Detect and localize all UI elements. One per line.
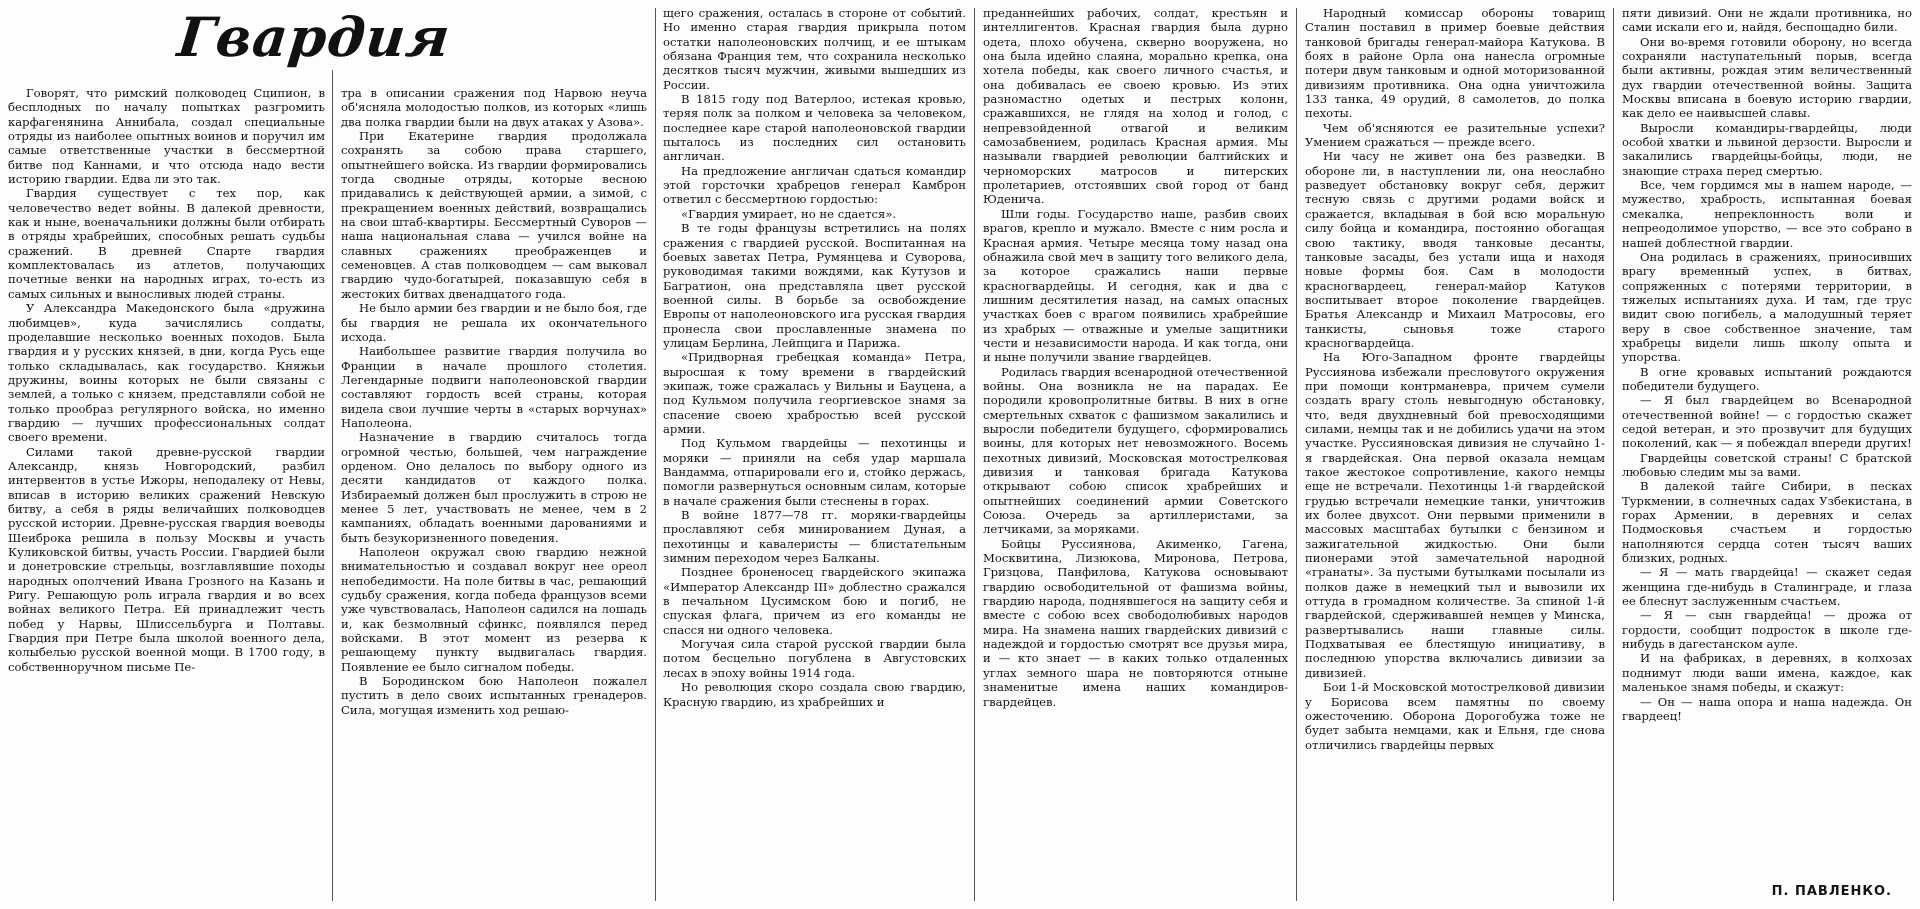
article-column-4	[983, 6, 1288, 903]
article-paragraph: Все, чем гордимся мы в нашем народе, — мужество, храбрость, испытанная боевая смекалка, непреклонность воли и непреодолимое упорство, — все это собрано в нашей доблестной гвардии.	[1622, 178, 1912, 250]
article-paragraph: Позднее броненосец гвардейского экипажа «Император Александр III» доблестно сражался в печальном Цусимском бою и погиб, не спуская флага, причем из его команды не спасся ни одного человека.	[663, 565, 966, 637]
article-paragraph: — Я — сын гвардейца! — дрожа от гордости, сообщит подросток в школе где-нибудь в дагестанском ауле.	[1622, 608, 1912, 652]
article-paragraph: Она родилась в сражениях, приносивших врагу временный успех, в битвах, сопряженных с потерями территории, в тяжелых испытаниях духа. И там, где трус видит свою погибель, а малодушный теряет веру в свое собственное значение, там храбрецы видели лишь школу опыта и упорства.	[1622, 249, 1912, 365]
article-paragraph: Могучая сила старой русской гвардии была потом бесцельно погублена в Августовских лесах в эпоху войны 1914 года.	[663, 637, 966, 680]
column-divider	[1296, 8, 1297, 901]
article-paragraph: Гвардейцы советской страны! С братской любовью следим мы за вами.	[1622, 450, 1912, 479]
column-divider	[974, 8, 975, 901]
article-paragraph: Они во-время готовили оборону, но всегда сохраняли наступательный порыв, всегда были активны, рождая этим величественный дух гвардии отечественной войны. Защита Москвы вписана в боевую историю гвардии, как дело ее наивысшей славы.	[1622, 34, 1912, 121]
article-paragraph: В огне кровавых испытаний рождаются победители будущего.	[1622, 364, 1912, 393]
article-column-1	[8, 86, 325, 903]
article-column-2	[341, 86, 647, 903]
article-paragraph: В 1815 году под Ватерлоо, истекая кровью, теряя полк за полком и человека за человеком, последнее каре старой наполеоновской гвардии пыталось из последних сил остановить англичан.	[663, 92, 966, 164]
article-paragraph: В далекой тайге Сибири, в песках Туркмении, в солнечных садах Узбекистана, в горах Армении, в деревнях и селах Подмосковья счастьем и гордостью наполняются сердца сотен тысяч ваших близких, родных.	[1622, 479, 1912, 566]
article-paragraph: Не было армии без гвардии и не было боя, где бы гвардия не решала их окончательного исхода.	[341, 301, 647, 344]
article-paragraph: Бойцы Руссиянова, Акименко, Гагена, Москвитина, Лизюкова, Миронова, Петрова, Гризцова, Панфилова, Катукова основывают гвардию освободительной от фашизма войны, гвардию народа, поднявшегося на защиту себя и вместе с собою всех свободолюбивых народов мира. На знамена наших гвардейских дивизий с надеждой и гордостью смотрят все друзья мира, и — кто знает — в каких только отдаленных углах земного шара не повторяются отныне знаменитые имена наших командиров-гвардейцев.	[983, 536, 1288, 709]
article-column-3	[663, 6, 966, 903]
article-paragraph: преданнейших рабочих, солдат, крестьян и интеллигентов. Красная гвардия была дурно одета, плохо обучена, скверно вооружена, но она была идейно слаяна, морально крепка, она хотела победы, как своего личного счастья, и она добивалась ее своею кровью. Из этих разномастно одетых и пестрых колонн, сражавшихся, не глядя на холод и голод, с непревзойденной отвагой и великим самозабвением, родилась Красная армия. Мы называли гвардией революции балтийских и черноморских матросов и питерских пролетариев, отстоявших свой город от банд Юденича.	[983, 6, 1288, 207]
article-paragraph: В войне 1877—78 гг. моряки-гвардейцы прославляют себя минированием Дуная, а пехотинцы и кавалеристы — блистательным зимним переходом через Балканы.	[663, 508, 966, 566]
article-paragraph: Наполеон окружал свою гвардию нежной внимательностью и создавал вокруг нее ореол непобедимости. На поле битвы в час, решающий судьбу сражения, когда победа французов всеми уже чувствовалась, Наполеон садился на лошадь и, как безмолвный сфинкс, появлялся перед войсками. В этот момент из резерва к решающему пункту выдвигалась гвардия. Появление ее было сигналом победы.	[341, 545, 647, 674]
article-paragraph: Под Кульмом гвардейцы — пехотинцы и моряки — приняли на себя удар маршала Вандамма, отпарировали его и, стойко держась, помогли развернуться основным силам, которые в начале сражения были стеснены в горах.	[663, 436, 966, 508]
article-paragraph: «Придворная гребецкая команда» Петра, выросшая к тому времени в гвардейский экипаж, тоже сражалась у Вильны и Бауцена, а под Кульмом получила георгиевское знамя за спасение своею храбростью всей русской армии.	[663, 350, 966, 436]
article-column-5	[1305, 6, 1605, 903]
article-paragraph: Гвардия существует с тех пор, как человечество ведет войны. В далекой древности, как и ныне, военачальники должны были отбирать в отряды храбрейших, способных решать судьбы сражений. В древней Спарте гвардия комплектовалась из атлетов, получающих почетные венки на народных играх, то-есть из самых сильных и выносливых людей страны.	[8, 186, 325, 301]
article-paragraph: Чем об'ясняются ее разительные успехи? Умением сражаться — прежде всего.	[1305, 120, 1605, 150]
article-paragraph: пяти дивизий. Они не ждали противника, но сами искали его и, найдя, беспощадно били.	[1622, 6, 1912, 35]
column-divider	[1613, 8, 1614, 901]
article-paragraph: Народный комиссар обороны товарищ Сталин поставил в пример боевые действия танковой бригады генерал-майора Катукова. В боях в районе Орла она нанесла огромные потери двум танковым и одной моторизованной дивизиям противника. Она одна уничтожила 133 танка, 49 орудий, 8 самолетов, до полка пехоты.	[1305, 6, 1605, 121]
article-paragraph: Назначение в гвардию считалось тогда огромной честью, большей, чем награждение орденом. Оно делалось по выбору одного из десяти кандидатов от каждого полка. Избираемый должен был прослужить в строю не менее 5 лет, участвовать не менее, чем в 2 кампаниях, обладать военными дарованиями и быть безукоризненного поведения.	[341, 430, 647, 545]
article-paragraph: Но революция скоро создала свою гвардию, Красную гвардию, из храбрейших и	[663, 680, 966, 709]
article-paragraph: «Гвардия умирает, но не сдается».	[681, 206, 897, 221]
article-paragraph: Силами такой древне-русской гвардии Александр, князь Новгородский, разбил интервентов в устье Ижоры, неподалеку от Невы, вписав в историю великих сражений Невскую битву, а себя в ряды величайших полководцев русской истории. Древне-русская гвардия воеводы Шеиброка решила в пользу Москвы и участь Куликовской битвы, участь России. Гвардией были и донетровские стрельцы, возглавлявшие походы народных ополчений Ивана Грозного на Казань и Ригу. Решающую роль играла гвардия и во всех войнах великого Петра. Ей принадлежит честь побед у Нарвы, Шлиссельбурга и Полтавы. Гвардия при Петре была школой военного дела, колыбелью русской военной мощи. В 1700 году, в собственноручном письме Пе-	[8, 444, 325, 674]
article-paragraph: Бои 1-й Московской мотострелковой дивизии у Борисова всем памятны по своему ожесточению. Оборона Дорогобужа тоже не будет забыта немцами, как и Ельня, где снова отличились гвардейцы первых	[1305, 680, 1605, 752]
article-paragraph: Шли годы. Государство наше, разбив своих врагов, крепло и мужало. Вместе с ним росла и Красная армия. Четыре месяца тому назад она обнажила свой меч в защиту того великого дела, за которое сражались наши первые красногвардейцы. И сегодня, как и два с лишним десятилетия назад, на самых опасных участках боев с врагом появились храбрейшие из храбрых — отважные и умелые защитники чести и независимости народа. И как тогда, они и ныне получили звание гвардейцев.	[983, 206, 1288, 365]
article-paragraph: тра в описании сражения под Нарвою неуча об'ясняла молодостью полков, из которых «лишь два полка гвардии были на двух атаках у Азова».	[341, 86, 647, 129]
article-paragraph: Выросли командиры-гвардейцы, люди особой хватки и львиной дерзости. Выросли и закалились гвардейцы-бойцы, люди, не знающие страха перед смертью.	[1622, 120, 1912, 178]
article-paragraph: — Он — наша опора и наша надежда. Он гвардеец!	[1622, 694, 1912, 723]
article-paragraph: В те годы французы встретились на полях сражения с гвардией русской. Воспитанная на боевых заветах Петра, Румянцева и Суворова, руководимая такими вождями, как Кутузов и Багратион, она представляла цвет русской военной силы. В борьбе за освобождение Европы от наполеоновского ига русская гвардия пронесла свои прославленные знамена по улицам Берлина, Лейпцига и Парижа.	[663, 221, 966, 350]
article-paragraph: На Юго-Западном фронте гвардейцы Руссиянова избежали пресловутого окружения при помощи контрманевра, причем сумели создать врагу столь невыгодную обстановку, что, ведя двухдневный бой превосходящими силами, немцы так и не добились удачи на этом участке. Руссияновская дивизия не случайно 1-я гвардейская. Она первой оказала немцам такое жестокое сопротивление, какого немцы еще не встречали. Пехотинцы 1-й гвардейской грудью встречали немецкие танки, уничтожив их более двухсот. Они первыми применили в массовых масштабах бутылки с бензином и зажигательной жидкостью. Они были пионерами этой замечательной народной «гранаты». За пустыми бутылками посылали из полков даже в немецкий тыл и вывозили их оттуда в громадном количестве. За спиной 1-й гвардейской, сдерживавшей немцев у Минска, развертывались наши главные силы. Подхватывая ее блестящую инициативу, в последнюю упорства включались дивизии за дивизией.	[1305, 350, 1605, 680]
article-column-6	[1622, 6, 1912, 879]
author-signature: П. ПАВЛЕНКО.	[1771, 884, 1892, 899]
article-paragraph: При Екатерине гвардия продолжала сохранять за собою права старшего, опытнейшего войска. Из гвардии формировались тогда сводные отряды, которые весною придавались к действующей армии, а зимой, с прекращением военных действий, возвращались на свои штаб-квартиры. Бессмертный Суворов — наша национальная слава — учился войне на славных сражениях преображенцев и семеновцев. А став полководцем — сам выковал гвардию чудо-богатырей, показавшую себя в жестоких битвах двенадцатого года.	[341, 129, 647, 301]
article-paragraph: Наибольшее развитие гвардия получила во Франции в начале прошлого столетия. Легендарные подвиги наполеоновской гвардии составляют гордость всей страны, которая видела свои лучшие черты в «старых ворчунах» Наполеона.	[341, 344, 647, 430]
article-paragraph: На предложение англичан сдаться командир этой горсточки храбрецов генерал Камброн ответил с бессмертною гордостью:	[663, 163, 966, 207]
article-paragraph: Говорят, что римский полководец Сципион, в бесплодных по началу попытках разгромить карфагенянина Аннибала, создал специальные отряды из наиболее опытных воинов и поручил им самые ответственные участки в бессмертной битве под Каннами, и что отсюда надо вести историю гвардии. Едва ли это так.	[8, 86, 325, 187]
article-paragraph: — Я был гвардейцем во Всенародной отечественной войне! — с гордостью скажет седой ветеран, и это прозвучит для будущих поколений, как — я побеждал впереди других!	[1622, 393, 1912, 451]
article-paragraph: У Александра Македонского была «дружина любимцев», куда зачислялись солдаты, проделавшие несколько военных походов. Была гвардия и у русских князей, в дни, когда Русь еще только складывалась, как государство. Княжьи дружины, воины которых не были связаны с землей, а только с князем, представляли собой не только прообраз регулярного войска, но именно гвардию — лучших профессиональных солдат своего времени.	[8, 301, 325, 445]
article-paragraph: щего сражения, осталась в стороне от событий. Но именно старая гвардия прикрыла потом остатки наполеоновских полчищ, и ее штыкам обязана Франция тем, что сохранила несколько десятков тысяч мужчин, живыми вышедших из России.	[663, 6, 966, 92]
article-paragraph: Родилась гвардия всенародной отечественной войны. Она возникла не на парадах. Ее породили кровопролитные битвы. В них в огне смертельных схваток с фашизмом закалились и выросли победители будущего, сформировались воины, для которых нет невозможного. Восемь пехотных дивизий, Московская мотострелковая дивизия и танковая бригада Катукова открывают собою список храбрейших и опытнейших соединений армии Советского Союза. Очередь за артиллеристами, за летчиками, за моряками.	[983, 364, 1288, 537]
column-divider	[655, 8, 656, 901]
article-paragraph: В Бородинском бою Наполеон пожалел пустить в дело своих испытанных гренадеров. Сила, могущая изменить ход решаю-	[341, 674, 647, 717]
column-divider	[332, 70, 333, 901]
article-paragraph: Ни часу не живет она без разведки. В обороне ли, в наступлении ли, она неослабно разведует обстановку вокруг себя, держит тесную связь с другими родами войск и сражается, вкладывая в бой всю моральную силу бойца и командира, постоянно обогащая свою тактику, вводя танковые десанты, танковые засады, без устали ища и находя новые формы боя. Сам в молодости красногвардеец, генерал-майор Катуков воспитывает второе поколение гвардейцев. Братья Александр и Михаил Матросовы, его танкисты, сыновья тоже старого красногвардейца.	[1305, 149, 1605, 350]
article-paragraph: — Я — мать гвардейца! — скажет седая женщина где-нибудь в Сталинграде, и глаза ее блеснут заслуженным счастьем.	[1622, 565, 1912, 609]
article-paragraph: И на фабриках, в деревнях, в колхозах поднимут люди ваши имена, каждое, как маленькое знамя победы, и скажут:	[1622, 651, 1912, 695]
article-title: Гвардия	[174, 5, 454, 69]
